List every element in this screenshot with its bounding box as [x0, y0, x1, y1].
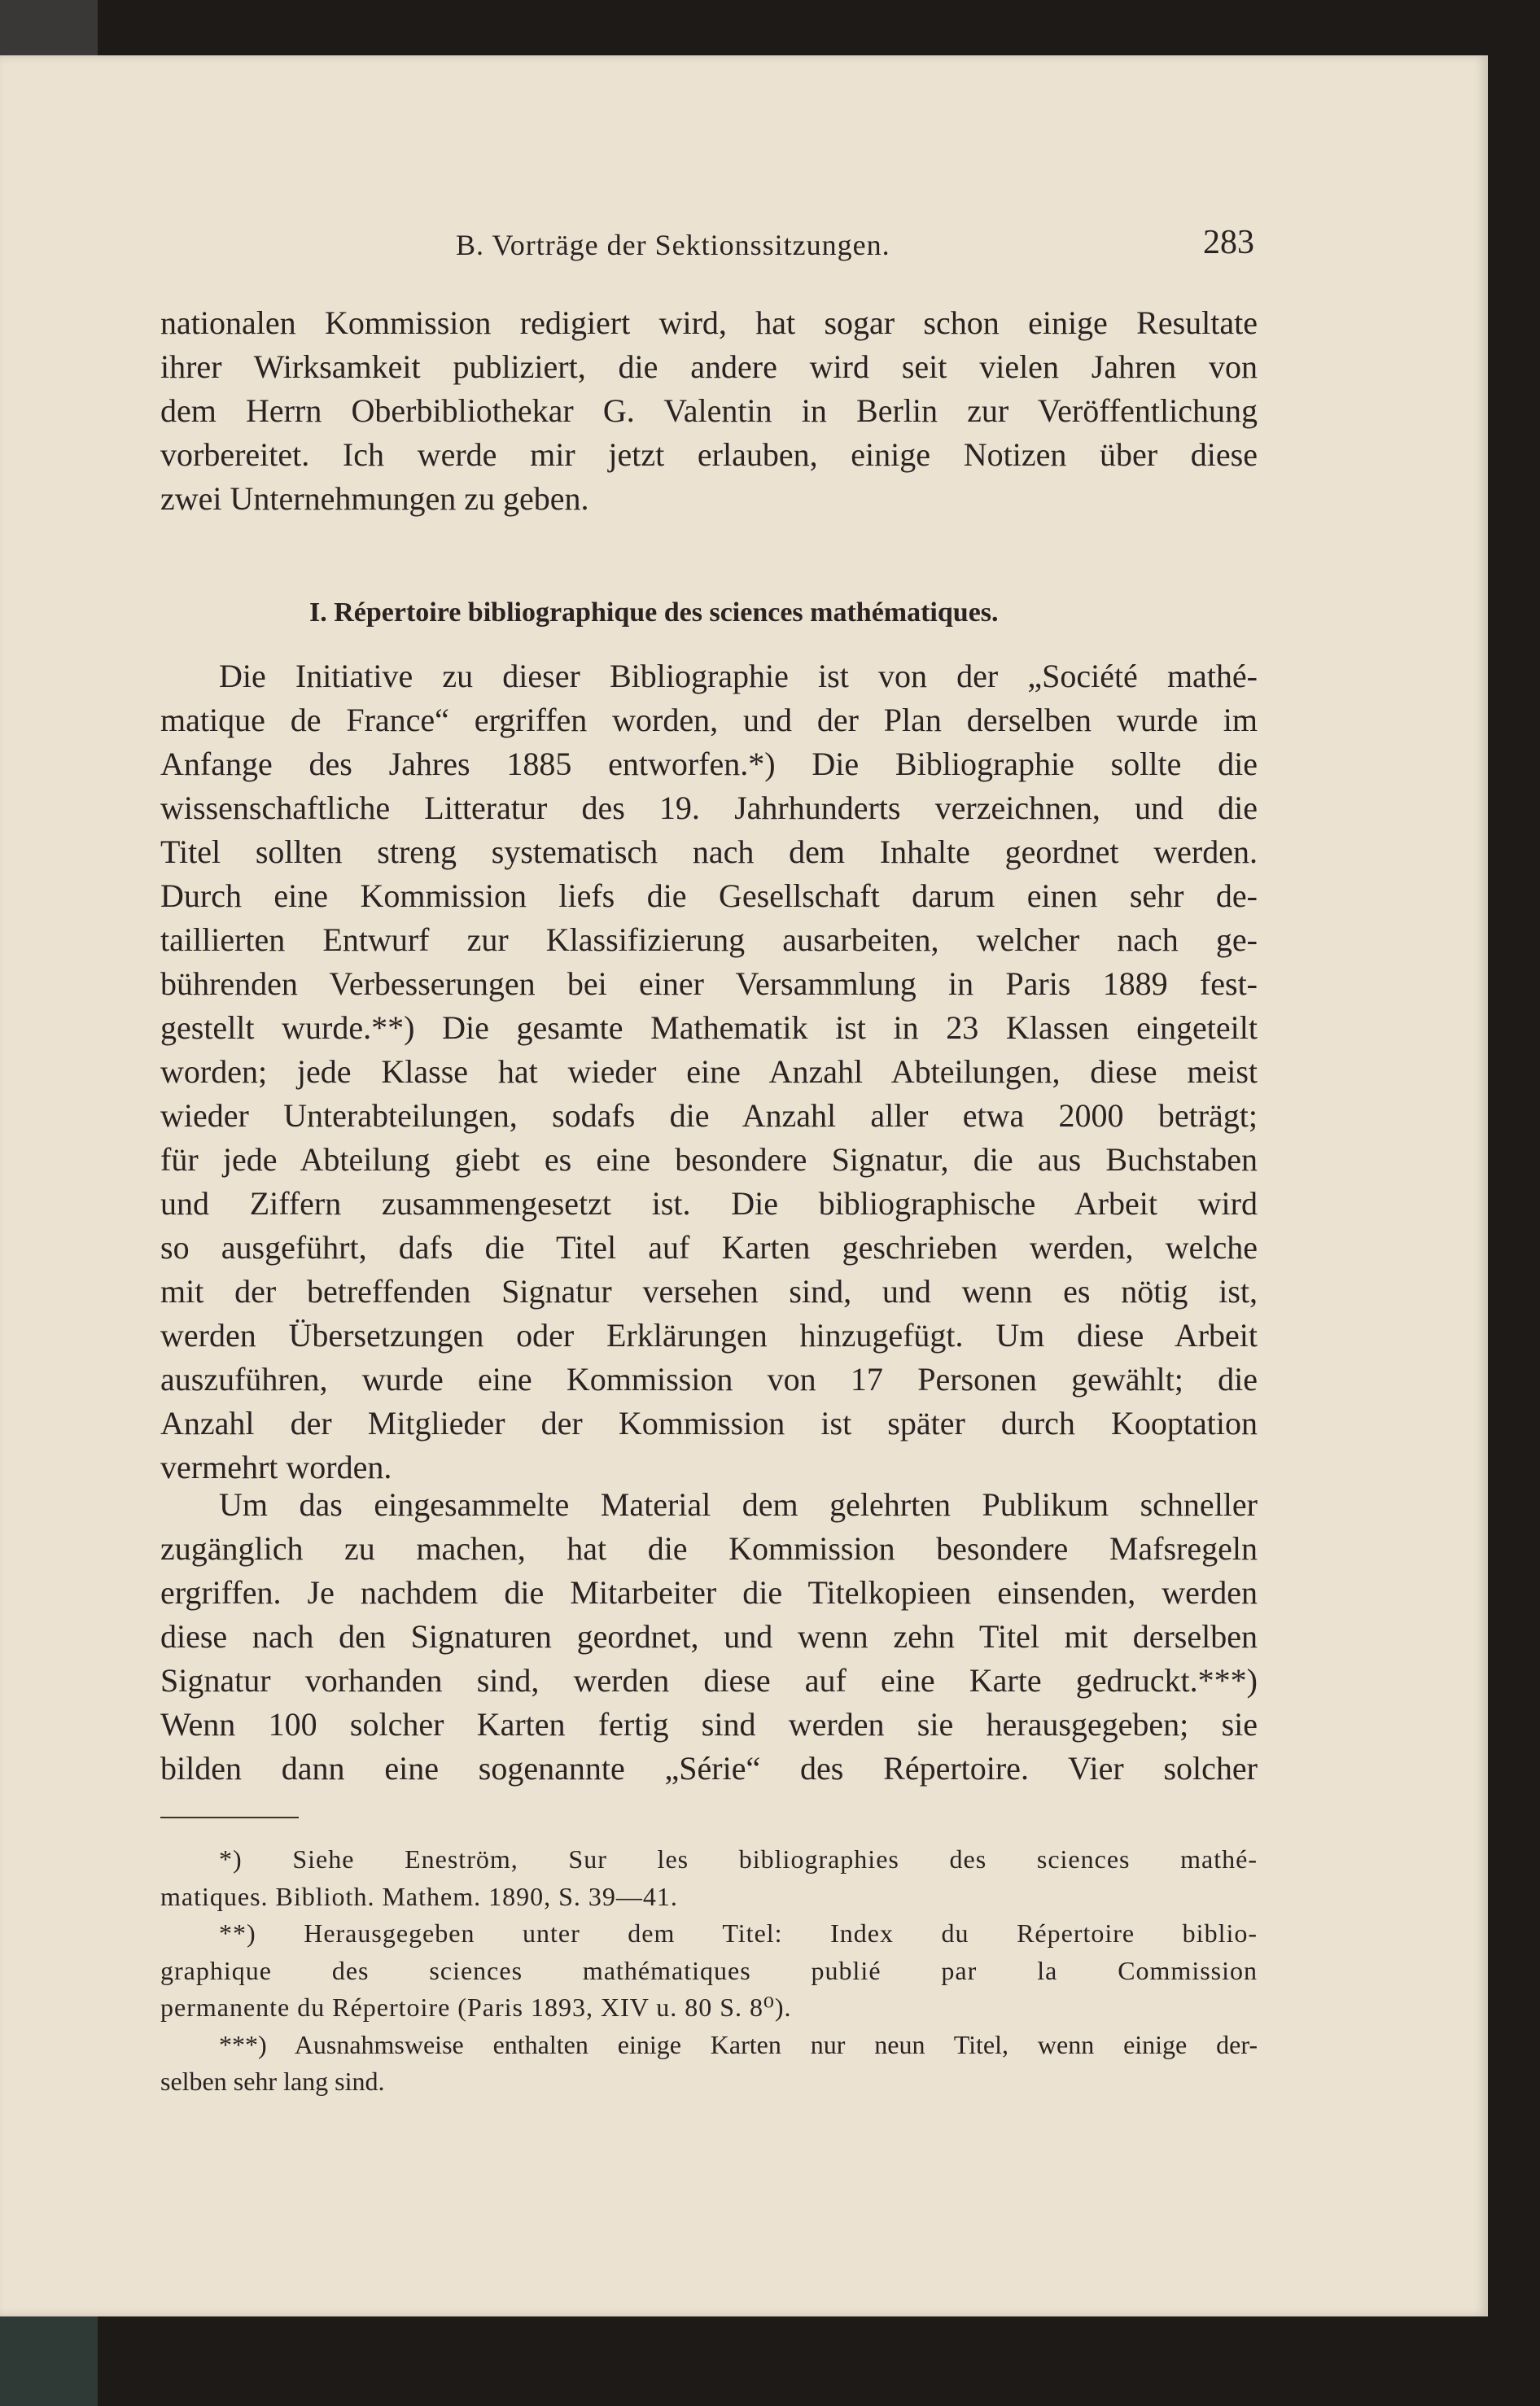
text-line: wissenschaftliche Litteratur des 19. Jahrhunderts verzeichnen, und die [160, 790, 1258, 826]
text-line: Die Initiative zu dieser Bibliographie ist von der „Société mathé- [219, 658, 1258, 694]
text-line: vorbereitet. Ich werde mir jetzt erlauben, einige Notizen über diese [160, 436, 1258, 473]
text-line: werden Übersetzungen oder Erklärungen hinzugefügt. Um diese Arbeit [160, 1317, 1258, 1354]
paragraph-1 [160, 301, 1258, 521]
paragraph-2 [160, 654, 1258, 1490]
text-line: vermehrt worden. [160, 1449, 392, 1485]
text-line: taillierten Entwurf zur Klassifizierung ausarbeiten, welcher nach ge- [160, 921, 1258, 958]
text-line: auszuführen, wurde eine Kommission von 17 Personen gewählt; die [160, 1361, 1258, 1398]
footnote-line: **) Herausgegeben unter dem Titel: Index du Répertoire biblio- [219, 1918, 1258, 1948]
text-line: zwei Unternehmungen zu geben. [160, 480, 589, 517]
footnotes [160, 1841, 1258, 2101]
text-line: ihrer Wirksamkeit publiziert, die andere wird seit vielen Jahren von [160, 348, 1258, 385]
footnote-line: *) Siehe Eneström, Sur les bibliographies des sciences mathé- [219, 1844, 1258, 1874]
paragraph-3 [160, 1483, 1258, 1791]
footnote-line: graphique des sciences mathématiques publié par la Commission [160, 1955, 1258, 1985]
text-line: bilden dann eine sogenannte „Série“ des Répertoire. Vier solcher [160, 1750, 1258, 1787]
text-line: worden; jede Klasse hat wieder eine Anzahl Abteilungen, diese meist [160, 1053, 1258, 1090]
text-line: wieder Unterabteilungen, sodafs die Anzahl aller etwa 2000 beträgt; [160, 1097, 1258, 1134]
text-line: und Ziffern zusammengesetzt ist. Die bibliographische Arbeit wird [160, 1185, 1258, 1222]
footnote-rule [160, 1817, 299, 1818]
text-line: ergriffen. Je nachdem die Mitarbeiter die Titelkopieen einsenden, werden [160, 1574, 1258, 1611]
text-line: gestellt wurde.**) Die gesamte Mathematik ist in 23 Klassen eingeteilt [160, 1009, 1258, 1046]
text-line: zugänglich zu machen, hat die Kommission besondere Mafsregeln [160, 1530, 1258, 1567]
text-line: Durch eine Kommission liefs die Gesellschaft darum einen sehr de- [160, 877, 1258, 914]
text-line: Titel sollten streng systematisch nach dem Inhalte geordnet werden. [160, 833, 1258, 870]
text-line: Um das eingesammelte Material dem gelehrten Publikum schneller [219, 1486, 1258, 1523]
text-line: dem Herrn Oberbibliothekar G. Valentin in Berlin zur Veröffentlichung [160, 392, 1258, 429]
page-number: 283 [1203, 224, 1254, 261]
text-line: Anzahl der Mitglieder der Kommission ist später durch Kooptation [160, 1405, 1258, 1441]
book-edge [0, 0, 98, 55]
text-line: für jede Abteilung giebt es eine besondere Signatur, die aus Buchstaben [160, 1141, 1258, 1178]
footnote-line: selben sehr lang sind. [160, 2067, 385, 2096]
text-line: matique de France“ ergriffen worden, und der Plan derselben wurde im [160, 702, 1258, 738]
footnote-line: ***) Ausnahmsweise enthalten einige Karten nur neun Titel, wenn einige der- [219, 2029, 1258, 2059]
text-line: mit der betreffenden Signatur versehen sind, und wenn es nötig ist, [160, 1273, 1258, 1310]
text-line: bührenden Verbesserungen bei einer Versammlung in Paris 1889 fest- [160, 965, 1258, 1002]
text-line: Anfange des Jahres 1885 entworfen.*) Die Bibliographie sollte die [160, 746, 1258, 782]
text-line: nationalen Kommission redigiert wird, hat sogar schon einige Resultate [160, 304, 1258, 341]
text-line: Signatur vorhanden sind, werden diese auf eine Karte gedruckt.***) [160, 1662, 1258, 1699]
text-line: Wenn 100 solcher Karten fertig sind werden sie herausgegeben; sie [160, 1706, 1258, 1743]
section-heading: I. Répertoire bibliographique des sciences mathématiques. [309, 597, 999, 628]
running-title: B. Vorträge der Sektionssitzungen. [456, 229, 890, 261]
text-line: diese nach den Signaturen geordnet, und wenn zehn Titel mit derselben [160, 1618, 1258, 1655]
text-line: so ausgeführt, dafs die Titel auf Karten geschrieben werden, welche [160, 1229, 1258, 1266]
footnote-line: matiques. Biblioth. Mathem. 1890, S. 39—41. [160, 1881, 678, 1911]
footnote-line: permanente du Répertoire (Paris 1893, XIV u. 80 S. 8⁰). [160, 1993, 792, 2022]
book-edge-bottom [0, 2316, 98, 2406]
